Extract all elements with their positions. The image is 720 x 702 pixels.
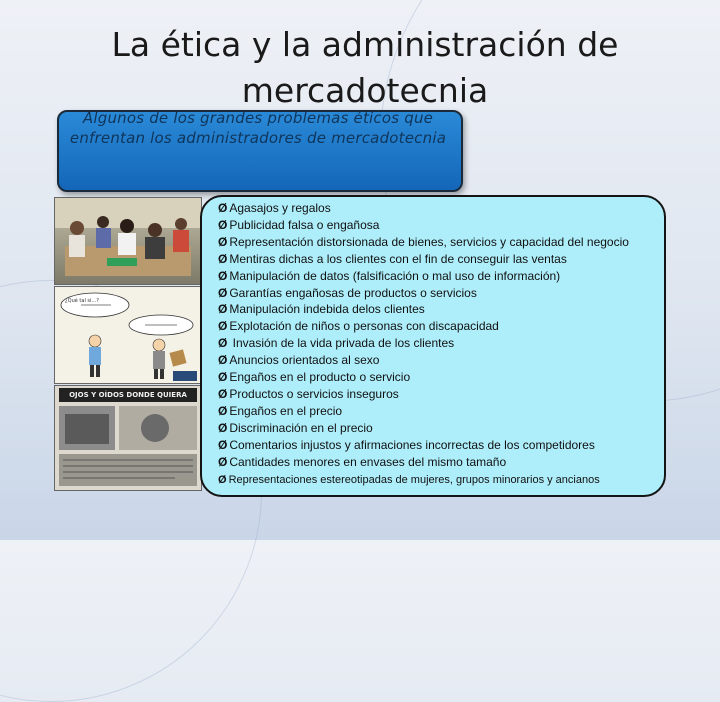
problem-item [218, 454, 629, 471]
bullet-arrow-icon: Ø [218, 420, 228, 435]
meeting-illustration [55, 198, 201, 284]
bullet-arrow-icon: Ø [218, 336, 228, 351]
bullet-arrow-icon: Ø [218, 473, 227, 486]
problem-text: Manipulación indebida delos clientes [229, 302, 425, 317]
problem-item [218, 386, 629, 403]
problem-text: Publicidad falsa o engañosa [229, 217, 380, 232]
bullet-arrow-icon: Ø [218, 302, 228, 317]
bullet-arrow-icon: Ø [218, 319, 228, 334]
meeting-photo [54, 197, 202, 285]
problem-text: Manipulación de datos (falsificación o mal uso de información) [229, 268, 561, 283]
problem-item [218, 318, 629, 335]
problem-item [218, 268, 629, 285]
problem-item [218, 335, 629, 352]
problem-text: Garantías engañosas de productos o servicios [229, 285, 477, 300]
problem-text: Cantidades menores en envases del mismo tamaño [229, 454, 507, 469]
problem-item [218, 251, 629, 268]
problem-text: Explotación de niños o personas con discapacidad [229, 319, 499, 334]
problems-list [218, 200, 629, 488]
problem-item [218, 301, 629, 318]
problem-item [218, 472, 629, 489]
bullet-arrow-icon: Ø [218, 386, 228, 401]
bullet-arrow-icon: Ø [218, 201, 228, 215]
problem-item [218, 234, 629, 251]
problem-text: Discriminación en el precio [229, 420, 373, 435]
problem-text: Representación distorsionada de bienes, servicios y capacidad del negocio [229, 234, 629, 249]
bullet-arrow-icon: Ø [218, 234, 228, 249]
bullet-arrow-icon: Ø [218, 403, 228, 418]
cartoon-caption: ¿Qué tal si...? [65, 298, 99, 304]
bullet-arrow-icon: Ø [218, 251, 228, 266]
problem-item [218, 285, 629, 302]
bullet-arrow-icon: Ø [218, 370, 228, 385]
problem-text: Engaños en el precio [229, 403, 343, 418]
problem-item [218, 437, 629, 454]
bullet-arrow-icon: Ø [218, 285, 228, 300]
subtitle-text: Algunos de los grandes problemas éticos que enfrentan los administradores de mercadotecnia [69, 109, 447, 147]
bullet-arrow-icon: Ø [218, 268, 228, 283]
bullet-arrow-icon: Ø [218, 437, 228, 452]
bullet-arrow-icon: Ø [218, 353, 228, 368]
problem-item [218, 403, 629, 420]
problem-text: Comentarios injustos y afirmaciones incorrectas de los competidores [229, 437, 595, 452]
newspaper-image [54, 385, 202, 491]
problem-text: Representaciones estereotipadas de mujeres, grupos minorarios y ancianos [228, 473, 600, 486]
problem-text: Engaños en el producto o servicio [229, 370, 411, 385]
problem-item [218, 352, 629, 369]
cartoon-image [54, 286, 202, 384]
bullet-arrow-icon: Ø [218, 217, 228, 232]
bullet-arrow-icon: Ø [218, 454, 228, 469]
problem-item [218, 200, 629, 217]
problem-text: Invasión de la vida privada de los clientes [229, 336, 455, 351]
problem-text: Mentiras dichas a los clientes con el fin de conseguir las ventas [229, 251, 567, 266]
problem-text: Anuncios orientados al sexo [229, 353, 380, 368]
problem-item [218, 217, 629, 234]
problem-text: Agasajos y regalos [229, 201, 331, 215]
slide-title: La ética y la administración de mercadotecnia [111, 25, 619, 110]
problem-item [218, 369, 629, 386]
newspaper-headline: OJOS Y OÍDOS DONDE QUIERA [59, 388, 197, 402]
problem-text: Productos o servicios inseguros [229, 386, 399, 401]
problem-item [218, 420, 629, 437]
